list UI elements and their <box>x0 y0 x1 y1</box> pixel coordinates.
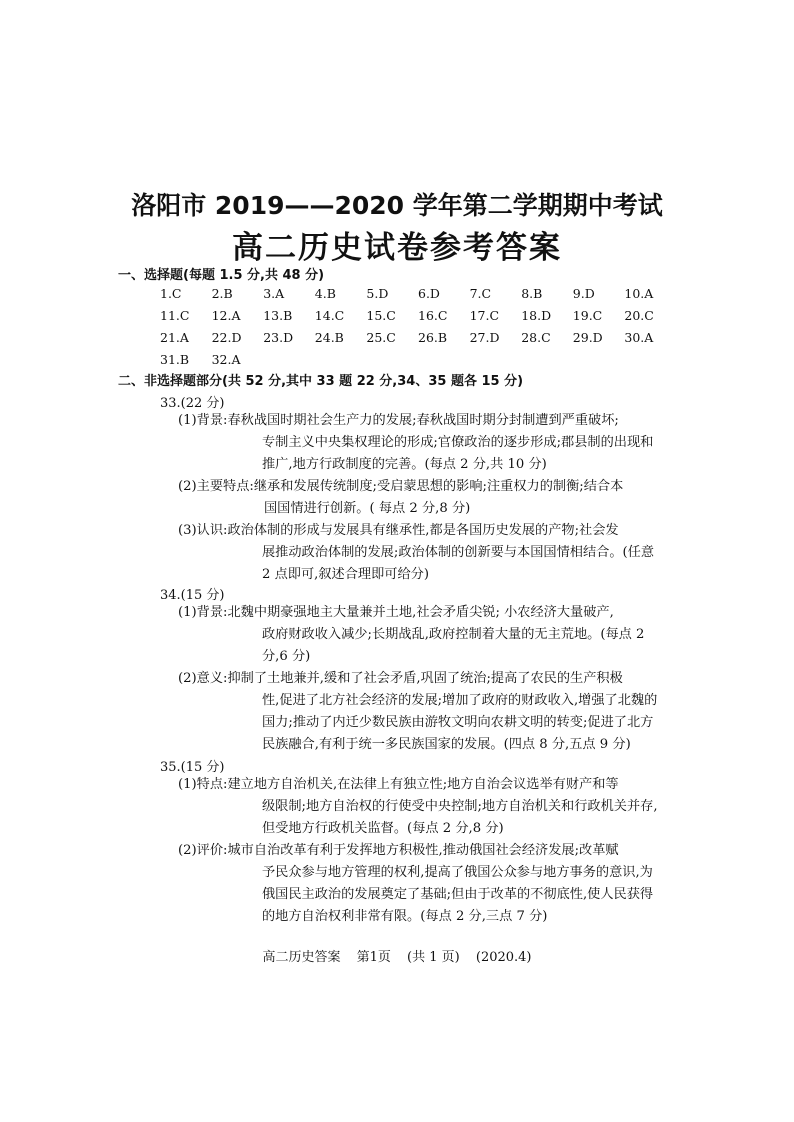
answer-item: 18.D <box>521 308 552 323</box>
answer-item: 29.D <box>572 330 603 345</box>
page-title: 高二历史试卷参考答案 <box>232 230 562 266</box>
answer-item: 6.D <box>418 286 440 301</box>
answer-item: 2.B <box>211 286 233 301</box>
question-35-part-2: (2)评价:城市自治改革有利于发挥地方积极性,推动俄国社会经济发展;改革赋 予民众参与地方管理的权利,提高了俄国公众参与地方事务的意识,为 俄国民主政治的发展奠定了基础;但由于改革的不彻底性,使人民获得 的地方自治权利非常有限。(每点 2 分,三点 7 分) <box>178 843 654 924</box>
question-33-part-3: (3)认识:政治体制的形成与发展具有继承性,都是各国历史发展的产物;社会发 展推动政治体制的发展;政治体制的创新要与本国国情相结合。(任意 2 点即可,叙述合理即可给分) <box>178 523 655 582</box>
question-34-part-2: (2)意义:抑制了土地兼并,缓和了社会矛盾,巩固了统治;提高了农民的生产积极 性,促进了北方社会经济的发展;增加了政府的财政收入,增强了北魏的 国力;推动了内迁少数民族由游牧文明向农耕文明的转变;促进了北方 民族融合,有利于统一多民族国家的发展。(四点 8 分,五点 9 分) <box>178 671 658 752</box>
answer-item: 32.A <box>211 352 241 367</box>
title-line-1: 洛阳市 2019——2020 学年第二学期期中考试 <box>131 191 663 220</box>
answer-item: 1.C <box>160 286 182 301</box>
multiple-choice-grid <box>160 286 680 374</box>
question-33-part-2: (2)主要特点:继承和发展传统制度;受启蒙思想的影响;注重权力的制衡;结合本 国国情进行创新。( 每点 2 分,8 分) <box>178 479 624 516</box>
answer-item: 27.D <box>469 330 500 345</box>
answer-item: 10.A <box>624 286 654 301</box>
answer-item: 4.B <box>314 286 336 301</box>
answer-item: 8.B <box>521 286 543 301</box>
answer-item: 21.A <box>160 330 189 345</box>
answer-item: 7.C <box>469 286 492 301</box>
answer-item: 15.C <box>366 308 396 323</box>
footer-page-number: 第1页 <box>356 950 391 965</box>
answer-item: 26.B <box>418 330 448 345</box>
answer-item: 30.A <box>624 330 654 345</box>
question-34-header: 34.(15 分) <box>160 588 225 603</box>
answer-item: 31.B <box>160 352 190 367</box>
answer-item: 16.C <box>418 308 448 323</box>
answer-item: 9.D <box>572 286 595 301</box>
answer-item: 28.C <box>521 330 551 345</box>
answer-item: 5.D <box>366 286 389 301</box>
answer-item: 25.C <box>366 330 396 345</box>
answer-item: 11.C <box>160 308 190 323</box>
answer-row <box>160 330 680 352</box>
question-35-part-1: (1)特点:建立地方自治机关,在法律上有独立性;地方自治会议选举有财产和等 级限制;地方自治权的行使受中央控制;地方自治机关和行政机关并存, 但受地方行政机关监督。(每点 2 分,8 分) <box>178 777 658 836</box>
answer-row <box>160 286 680 308</box>
question-35-header: 35.(15 分) <box>160 760 225 775</box>
question-33-header: 33.(22 分) <box>160 396 225 411</box>
answer-item: 23.D <box>263 330 294 345</box>
question-33-part-1: (1)背景:春秋战国时期社会生产力的发展;春秋战国时期分封制遭到严重破坏; 专制主义中央集权理论的形成;官僚政治的逐步形成;郡县制的出现和 推广,地方行政制度的完善。(每点 2 分,共 10 分) <box>178 413 654 472</box>
answer-row <box>160 308 680 330</box>
answer-item: 17.C <box>469 308 500 323</box>
answer-item: 24.B <box>314 330 344 345</box>
answer-item: 13.B <box>263 308 293 323</box>
question-34-part-1: (1)背景:北魏中期豪强地主大量兼并土地,社会矛盾尖锐; 小农经济大量破产, 政府财政收入减少;长期战乱,政府控制着大量的无主荒地。(每点 2 分,6 分) <box>178 605 645 664</box>
answer-item: 14.C <box>314 308 345 323</box>
answer-item: 3.A <box>263 286 285 301</box>
footer-total-pages: (共 1 页) <box>407 950 460 965</box>
answer-item: 12.A <box>211 308 241 323</box>
answer-item: 22.D <box>211 330 242 345</box>
section-1-heading: 一、选择题(每题 1.5 分,共 48 分) <box>118 268 325 283</box>
page-footer <box>0 946 794 965</box>
answer-item: 19.C <box>572 308 603 323</box>
answer-item: 20.C <box>624 308 654 323</box>
footer-subject: 高二历史答案 <box>262 950 341 965</box>
footer-date: (2020.4) <box>475 950 532 965</box>
section-2-heading: 二、非选择题部分(共 52 分,其中 33 题 22 分,34、35 题各 15 分) <box>118 374 524 389</box>
